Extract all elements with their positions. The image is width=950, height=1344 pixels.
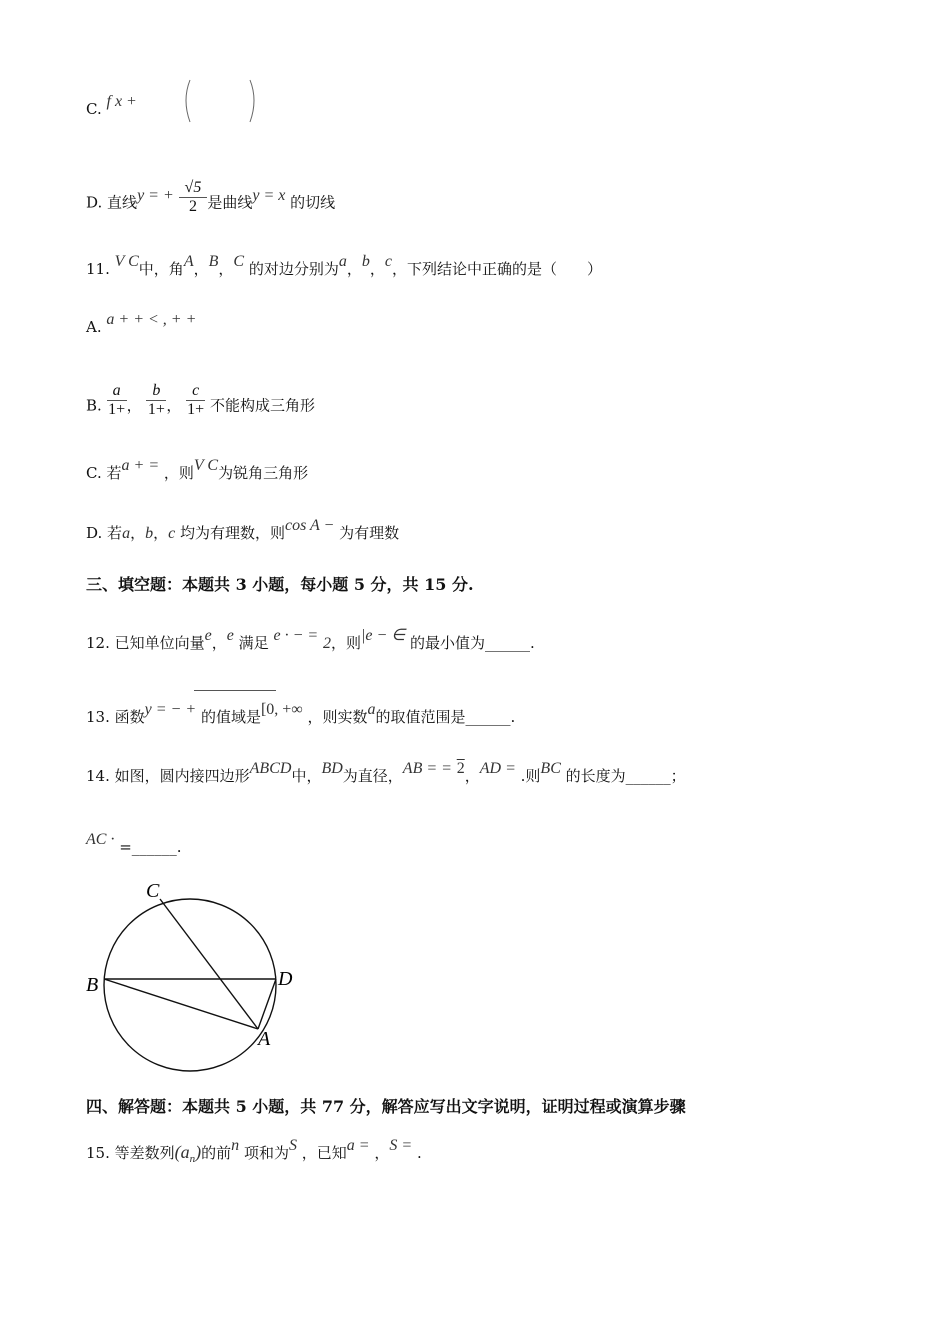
segment-bc: BC bbox=[540, 760, 561, 777]
numerator: √5 bbox=[179, 179, 208, 198]
numerator: c bbox=[186, 382, 205, 401]
fraction-a bbox=[107, 382, 127, 419]
question-number: 11. bbox=[86, 260, 110, 278]
quadrilateral: ABCD bbox=[249, 760, 292, 777]
text: ，则实数 bbox=[307, 708, 368, 726]
text: 的切线 bbox=[290, 193, 336, 212]
segment-bd: BD bbox=[321, 760, 343, 777]
formula: a + = bbox=[121, 457, 160, 474]
formula: |e − ∈ bbox=[360, 627, 406, 644]
q15-stem bbox=[86, 1137, 422, 1165]
q11-option-a bbox=[86, 311, 197, 337]
formula: y = − + bbox=[144, 701, 197, 718]
large-parentheses bbox=[182, 76, 262, 126]
option-label: B. bbox=[86, 396, 102, 415]
text: 已知单位向量 bbox=[114, 634, 205, 652]
paren: ) bbox=[195, 1142, 202, 1162]
text: 为直径， bbox=[342, 767, 403, 785]
numerator: b bbox=[146, 382, 166, 401]
q11-stem: 11. V C中，角A，B，C 的对边分别为a，b，c，下列结论中正确的是（ ） bbox=[86, 253, 603, 278]
q11-option-d: D. 若a，b，c 均为有理数，则cos A − 为有理数 bbox=[86, 517, 400, 542]
q11-option-b: B. $\frac{a}{1+}$ ， $\frac{b}{1+}$ ， $\frac{c}{1+}$ 不能构成三角形 bbox=[86, 382, 316, 418]
q14-second-line bbox=[86, 831, 182, 857]
text: =______. bbox=[119, 838, 182, 856]
var-c: c bbox=[168, 525, 176, 542]
formula: [0, +∞ bbox=[260, 701, 303, 718]
text: 函数 bbox=[114, 708, 145, 726]
fraction-b bbox=[146, 382, 166, 419]
text: 若 bbox=[107, 524, 123, 542]
side-b: b bbox=[361, 253, 370, 270]
label-d: D bbox=[278, 968, 293, 990]
sqrt-two: 2 bbox=[456, 760, 465, 777]
fraction bbox=[179, 179, 208, 216]
text: 为锐角三角形 bbox=[218, 464, 309, 482]
angle-a: A bbox=[183, 253, 194, 270]
text: . bbox=[416, 1144, 422, 1162]
question-number: 12. bbox=[86, 634, 110, 652]
section-heading: 三、填空题：本题共 3 小题，每小题 5 分，共 15 分. bbox=[86, 575, 474, 594]
q11-option-c bbox=[86, 457, 309, 483]
formula: f x + bbox=[106, 93, 137, 110]
text: 的对边分别为 bbox=[248, 260, 339, 278]
circle bbox=[104, 899, 276, 1071]
text: 的最小值为______. bbox=[409, 634, 535, 652]
var-a: a bbox=[367, 701, 376, 718]
text: 均为有理数，则 bbox=[179, 524, 285, 542]
chord-ba bbox=[104, 979, 258, 1029]
text: 是曲线 bbox=[207, 193, 253, 212]
text: ， bbox=[464, 767, 480, 785]
option-label: C. bbox=[86, 464, 102, 482]
triangle-symbol: V C bbox=[114, 253, 139, 270]
denominator: 1+ bbox=[147, 401, 165, 418]
q14-stem bbox=[86, 760, 686, 786]
formula: y = + bbox=[137, 186, 174, 204]
numerator: a bbox=[107, 382, 127, 401]
option-label: D. bbox=[86, 524, 103, 542]
var-b: b bbox=[145, 525, 154, 542]
text: 不能构成三角形 bbox=[210, 396, 316, 415]
text: 的取值范围是______. bbox=[375, 708, 516, 726]
text: 若 bbox=[106, 464, 122, 482]
label-a: A bbox=[258, 1028, 271, 1050]
formula: a = bbox=[346, 1137, 370, 1154]
denominator: 2 bbox=[188, 198, 197, 215]
text: 的前 bbox=[201, 1144, 232, 1162]
var-n: n bbox=[231, 1137, 240, 1154]
text: 的值域是 bbox=[200, 708, 261, 726]
var-s: S bbox=[288, 1137, 297, 1154]
question-number: 15. bbox=[86, 1144, 110, 1162]
formula: AB = = bbox=[402, 760, 452, 777]
formula: 2 bbox=[322, 635, 331, 652]
text: ，则 bbox=[163, 464, 194, 482]
radical-bar bbox=[194, 690, 276, 691]
text: 直线 bbox=[107, 193, 138, 212]
sequence: (a bbox=[174, 1142, 190, 1162]
option-label: D. bbox=[86, 193, 103, 212]
vector-e2: e bbox=[226, 627, 234, 644]
formula: y = x bbox=[252, 186, 286, 204]
denominator: 1+ bbox=[187, 401, 205, 418]
vector-e1: e bbox=[204, 627, 212, 644]
chord-ca bbox=[160, 899, 258, 1029]
formula: cos A − bbox=[285, 517, 335, 534]
q12-stem: 12. 已知单位向量e，e 满足 e · − = 2，则|e − ∈ 的最小值为______. bbox=[86, 627, 535, 652]
q10-option-d bbox=[86, 179, 336, 222]
side-a: a bbox=[338, 253, 347, 270]
question-number: 14. bbox=[86, 767, 110, 785]
text: 等差数列 bbox=[114, 1144, 175, 1162]
triangle-symbol: V C bbox=[193, 457, 219, 474]
text: 中，角 bbox=[138, 260, 184, 278]
circle-figure bbox=[80, 875, 310, 1075]
subscript: n bbox=[189, 1153, 196, 1165]
denominator: 1+ bbox=[108, 401, 126, 418]
text: 如图，圆内接四边形 bbox=[114, 767, 250, 785]
fraction-c bbox=[186, 382, 205, 419]
var-a: a bbox=[122, 525, 131, 542]
section-heading: 四、解答题：本题共 5 小题，共 77 分，解答应写出文字说明，证明过程或演算步骤 bbox=[86, 1097, 686, 1116]
question-number: 13. bbox=[86, 708, 110, 726]
formula: AD = bbox=[479, 760, 516, 777]
text: ，下列结论中正确的是（ ） bbox=[392, 260, 603, 278]
formula: S = bbox=[389, 1137, 413, 1154]
text: ，已知 bbox=[301, 1144, 347, 1162]
text: .则 bbox=[520, 767, 541, 785]
text: 满足 bbox=[238, 634, 269, 652]
q13-stem bbox=[86, 701, 516, 727]
side-c: c bbox=[384, 253, 393, 270]
option-label: A. bbox=[86, 318, 102, 336]
angle-c: C bbox=[233, 253, 245, 270]
formula: a + + < , + + bbox=[106, 311, 197, 328]
q10-option-c bbox=[86, 93, 137, 119]
formula: AC · bbox=[86, 831, 115, 848]
text: 为有理数 bbox=[339, 524, 400, 542]
text: ， bbox=[374, 1144, 390, 1162]
label-c: C bbox=[146, 880, 160, 902]
text: 中， bbox=[291, 767, 322, 785]
angle-b: B bbox=[208, 253, 219, 270]
label-b: B bbox=[86, 974, 99, 996]
text: 的长度为______； bbox=[565, 767, 686, 785]
formula: e · − = bbox=[273, 627, 319, 644]
option-label: C. bbox=[86, 100, 102, 118]
text: 项和为 bbox=[243, 1144, 289, 1162]
text: ，则 bbox=[330, 634, 361, 652]
